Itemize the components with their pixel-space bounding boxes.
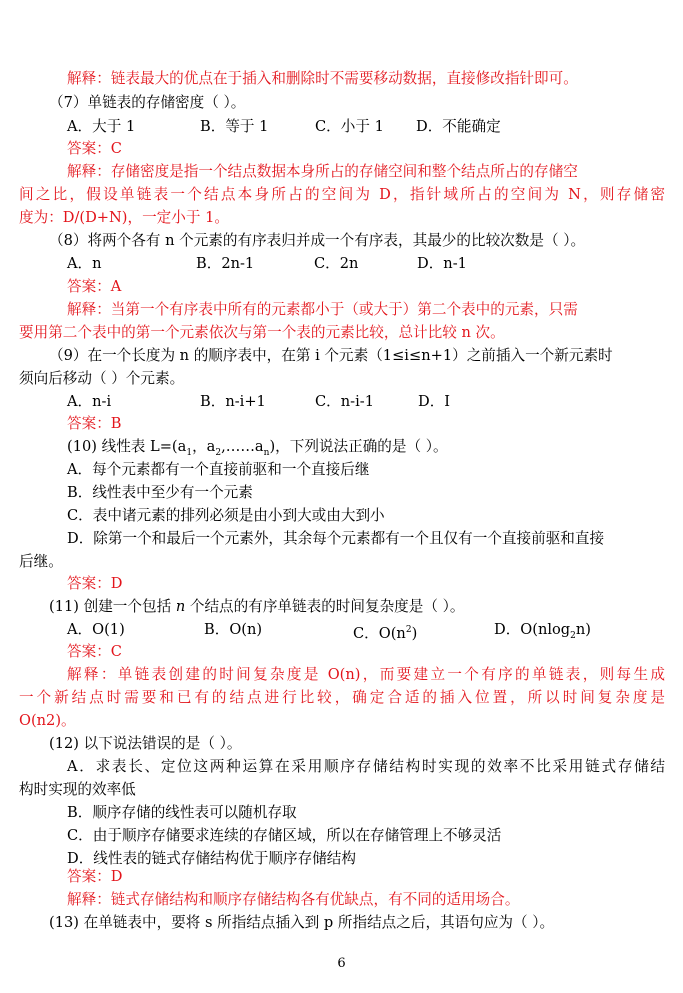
options-row-q8: [67, 254, 667, 274]
option-a: A．n: [67, 255, 102, 272]
option-b: B．顺序存储的线性表可以随机存取: [67, 804, 297, 821]
option-b: B．等于 1: [200, 118, 269, 135]
answer-q9: 答案：B: [67, 415, 122, 432]
option-c: C．表中诸元素的排列必须是由小到大或由大到小: [67, 507, 385, 524]
options-row-q11: [67, 620, 667, 640]
option-a: A．求表长、定位这两种运算在采用顺序存储结构时实现的效率不比采用链式存储结: [67, 758, 665, 775]
option-b: B．O(n): [204, 621, 263, 638]
explanation-line: 解释：链表最大的优点在于插入和删除时不需要移动数据，直接修改指针即可。: [67, 70, 578, 87]
explanation-line: 解释：存储密度是指一个结点数据本身所占的存储空间和整个结点所占的存储空: [67, 163, 578, 180]
explanation-line: 要用第二个表中的第一个元素依次与第一个表的元素比较，总计比较 n 次。: [19, 324, 505, 341]
option-a: A．O(1): [67, 621, 125, 638]
page-number: 6: [337, 956, 346, 971]
option-b: B．线性表中至少有一个元素: [67, 484, 253, 501]
option-d: D．n-1: [417, 255, 467, 272]
option-d: D．除第一个和最后一个元素外，其余每个元素都有一个且仅有一个直接前驱和直接: [67, 530, 605, 547]
option-c: C．由于顺序存储要求连续的存储区域，所以在存储管理上不够灵活: [67, 827, 502, 844]
explanation-line: 间之比，假设单链表一个结点本身所占的空间为 D，指针域所占的空间为 N，则存储密: [19, 186, 665, 203]
question-13: (13) 在单链表中，要将 s 所指结点插入到 p 所指结点之后，其语句应为（ ）。: [49, 914, 555, 931]
option-a: A．每个元素都有一个直接前驱和一个直接后继: [67, 461, 370, 478]
option-d: D．不能确定: [416, 118, 501, 135]
explanation-line: 解释：链式存储结构和顺序存储结构各有优缺点，有不同的适用场合。: [67, 891, 520, 908]
option-b: B．2n-1: [196, 255, 255, 272]
option-c: C．n-i-1: [315, 393, 374, 410]
question-9-cont: 须向后移动（ ）个元素。: [19, 370, 185, 387]
explanation-line: 解释：当第一个有序表中所有的元素都小于（或大于）第二个表中的元素，只需: [67, 301, 578, 318]
option-b: B．n-i+1: [200, 393, 266, 410]
option-d-cont: 后继。: [19, 553, 63, 570]
option-d: D．O(nlog$_2$n): [494, 621, 591, 641]
question-8: （8）将两个各有 n 个元素的有序表归并成一个有序表，其最少的比较次数是（ ）。: [49, 232, 586, 249]
question-7: （7）单链表的存储密度（ ）。: [49, 94, 246, 111]
option-c: C．2n: [314, 255, 359, 272]
option-a-cont: 构时实现的效率低: [19, 781, 136, 798]
question-11: (11) 创建一个包括 n 个结点的有序单链表的时间复杂度是（ ）。: [49, 598, 465, 615]
explanation-line: 一个新结点时需要和已有的结点进行比较，确定合适的插入位置，所以时间复杂度是: [19, 689, 665, 706]
explanation-line: 解释：单链表创建的时间复杂度是 O(n)，而要建立一个有序的单链表，则每生成: [67, 666, 665, 683]
question-10: (10) 线性表 $L=(a_1$，$a_2,\dots\dots a_n$)，下列说法正确的是（ ）。: [67, 438, 448, 458]
question-9: （9）在一个长度为 n 的顺序表中，在第 i 个元素（1≤i≤n+1）之前插入一个新元素时: [49, 347, 613, 364]
answer-q10: 答案：D: [67, 575, 123, 592]
options-row-q7: [67, 117, 667, 137]
option-c: C．$O(n^2)$: [353, 624, 418, 642]
option-d: D．线性表的链式存储结构优于顺序存储结构: [67, 850, 356, 867]
option-a: A．大于 1: [67, 118, 136, 135]
option-a: A．n-i: [67, 393, 112, 410]
answer-q12: 答案：D: [67, 868, 123, 885]
option-c: C．小于 1: [315, 118, 384, 135]
explanation-line: O(n2)。: [19, 712, 76, 729]
options-row-q9: [67, 392, 667, 412]
question-12: (12) 以下说法错误的是（ ）。: [49, 735, 242, 752]
option-d: D．I: [418, 393, 451, 410]
answer-q8: 答案：A: [67, 278, 122, 295]
answer-q7: 答案：C: [67, 140, 122, 157]
answer-q11: 答案：C: [67, 643, 122, 660]
explanation-line: 度为：D/(D+N)，一定小于 1。: [19, 209, 229, 226]
